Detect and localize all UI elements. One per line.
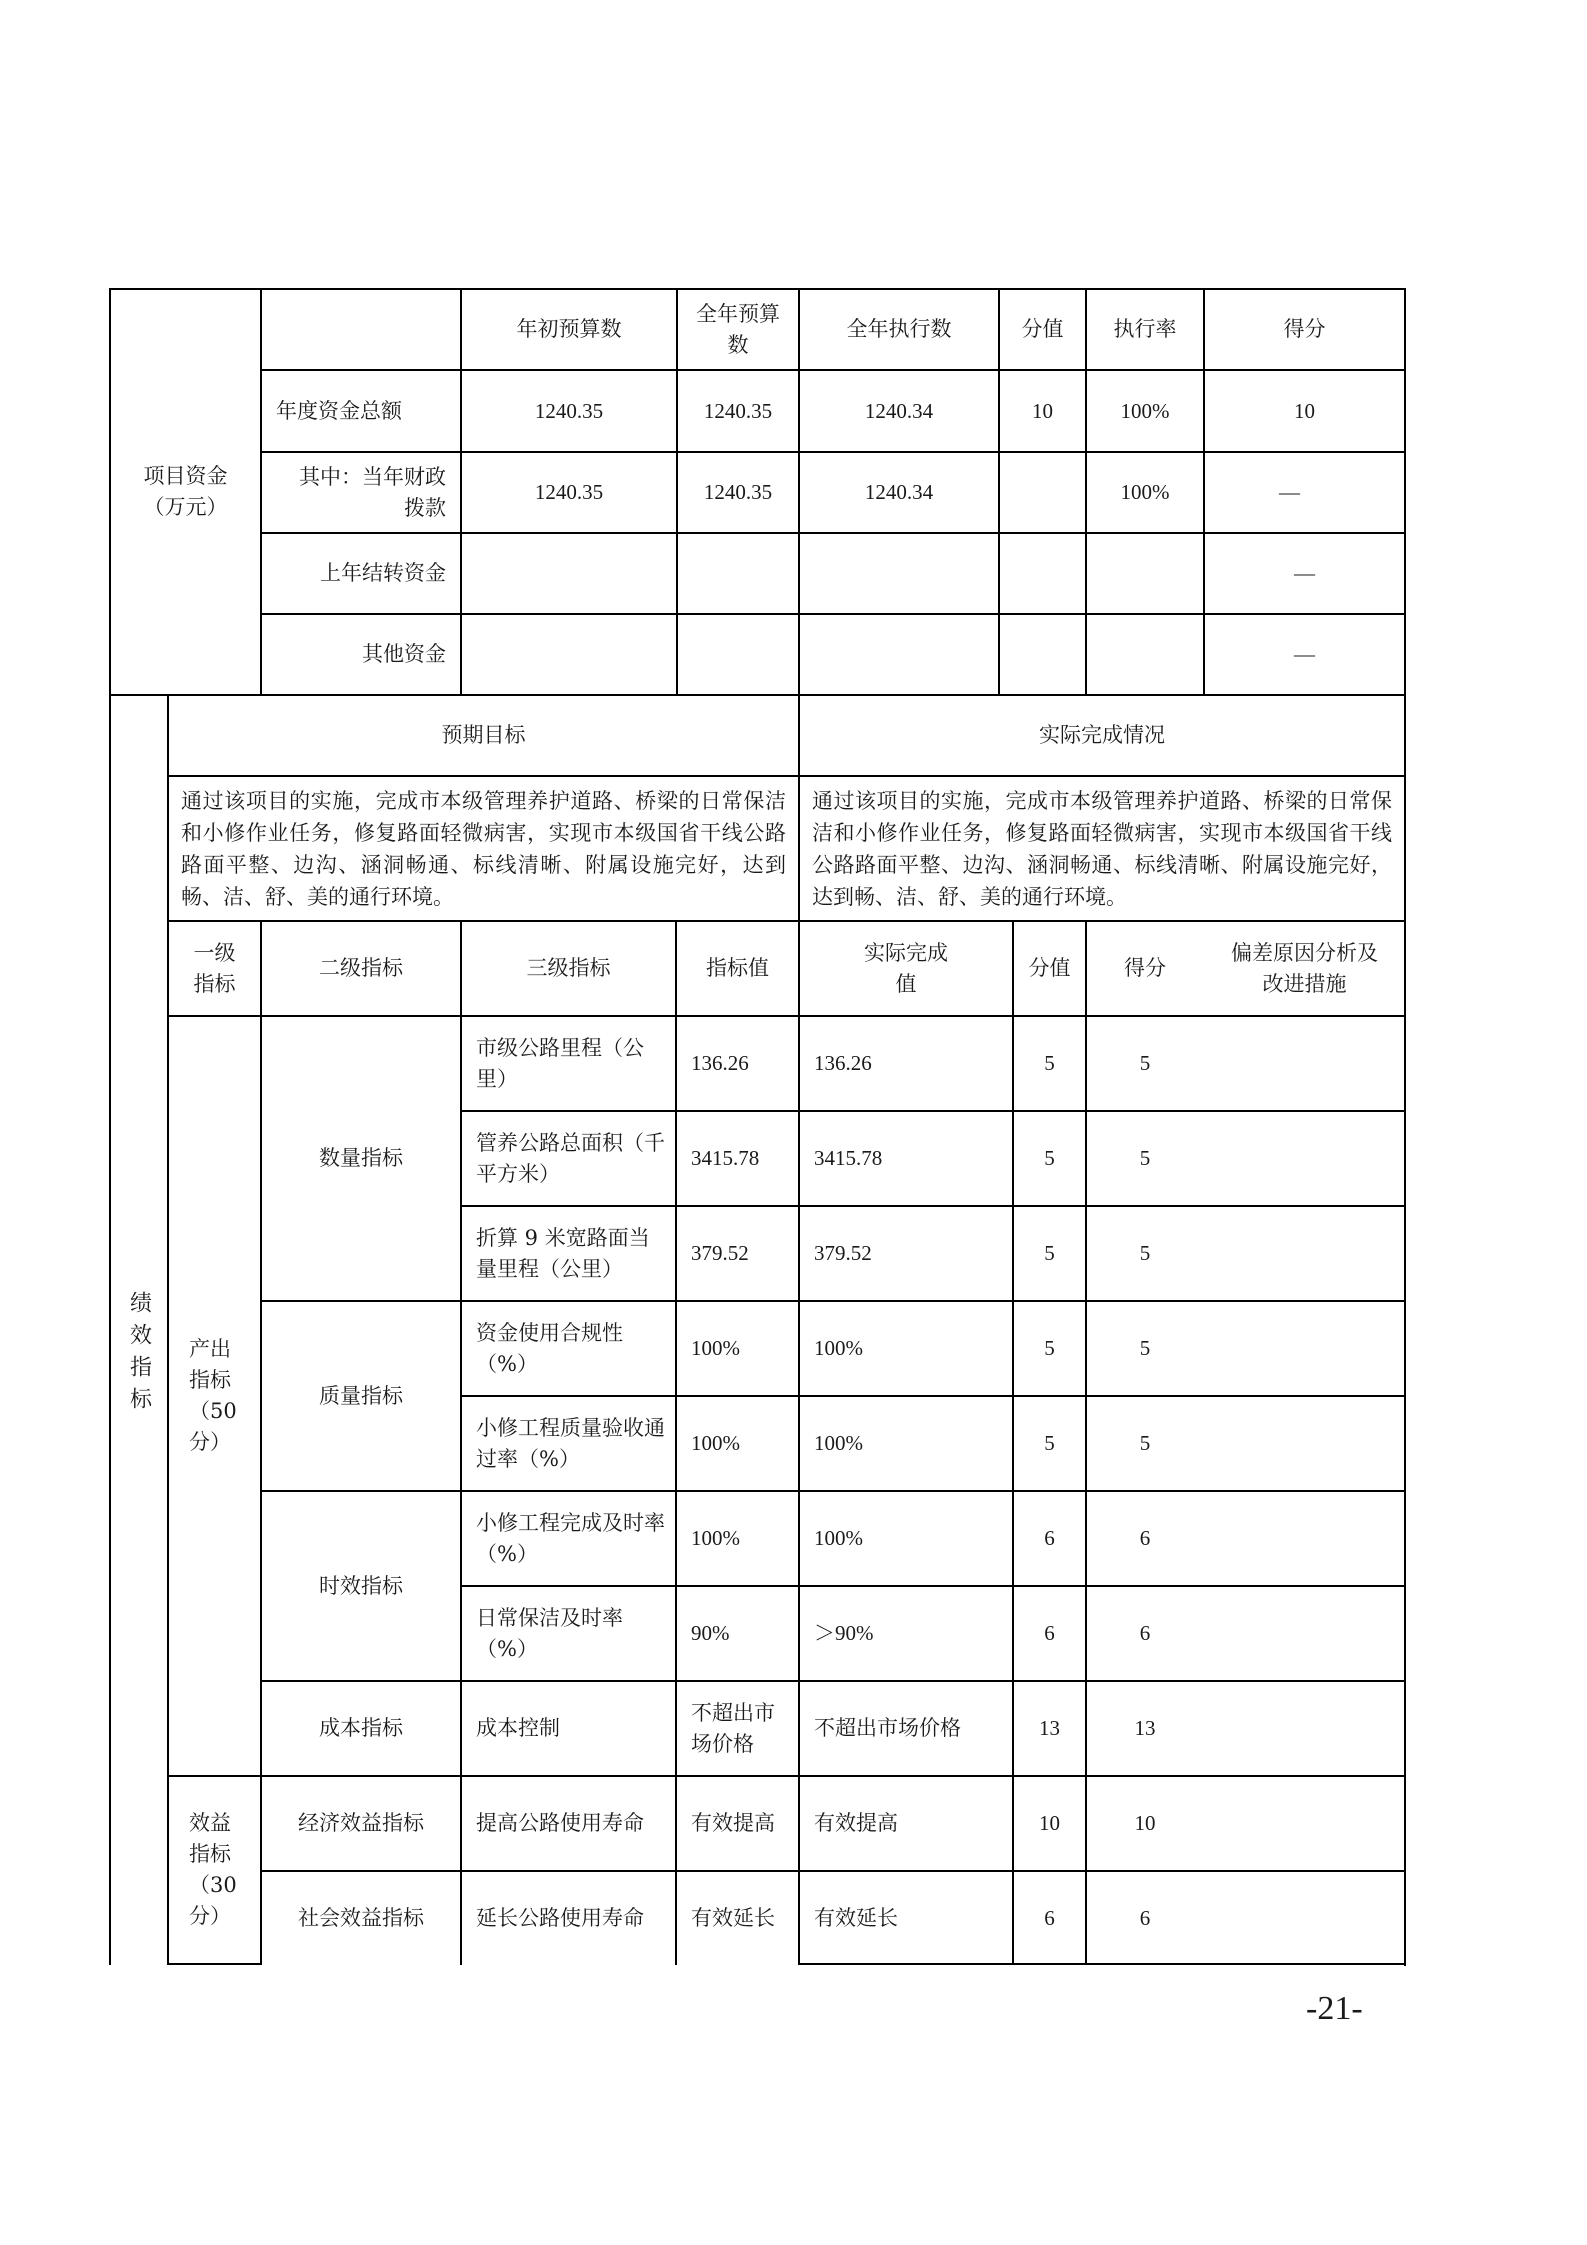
indicator-name: 成本控制 xyxy=(476,1716,560,1740)
level1-benefit: 效益指标（30分） xyxy=(189,1811,237,1928)
indicator-target: 有效提高 xyxy=(691,1811,775,1835)
funds-header-initial: 年初预算数 xyxy=(516,317,622,341)
funds-row-name: 年度资金总额 xyxy=(276,398,402,423)
funds-header-executed: 全年执行数 xyxy=(846,317,952,341)
indicator-score: 6 xyxy=(1139,1621,1151,1645)
page-number: -21- xyxy=(1306,1990,1363,2027)
funds-row-score-value xyxy=(1000,534,1085,613)
funds-row-score: — xyxy=(1279,480,1300,504)
funds-row-score-value xyxy=(1000,453,1085,532)
indicator-name: 延长公路使用寿命 xyxy=(476,1905,644,1930)
funds-row-executed: 1240.34 xyxy=(864,480,934,504)
funds-row-name: 上年结转资金 xyxy=(320,561,446,585)
funds-row-initial xyxy=(462,534,676,613)
level2-social: 社会效益指标 xyxy=(298,1905,424,1930)
col-level3: 三级指标 xyxy=(526,956,611,980)
indicator-target: 100% xyxy=(691,1431,740,1455)
col-actual: 实际完成值 xyxy=(864,940,948,996)
funds-row-score: — xyxy=(1294,561,1315,585)
col-weight: 分值 xyxy=(1028,956,1071,980)
indicator-target: 不超出市场价格 xyxy=(691,1700,775,1756)
funds-row-annual xyxy=(678,615,798,694)
performance-label: 绩效指标 xyxy=(126,1291,152,1419)
funds-header-blank xyxy=(262,290,460,369)
indicator-weight: 10 xyxy=(1039,1811,1060,1835)
indicator-actual: 100% xyxy=(814,1336,863,1360)
actual-header: 实际完成情况 xyxy=(1039,723,1165,747)
indicator-actual: 有效延长 xyxy=(814,1905,898,1930)
indicator-weight: 5 xyxy=(1044,1146,1055,1170)
funds-row-score: 10 xyxy=(1294,398,1315,423)
indicator-actual: 379.52 xyxy=(814,1241,872,1265)
indicator-target: 有效延长 xyxy=(691,1905,775,1930)
indicator-name: 小修工程质量验收通过率（%） xyxy=(476,1415,665,1471)
funds-row-rate: 100% xyxy=(1120,398,1170,423)
indicator-weight: 5 xyxy=(1044,1241,1055,1265)
indicator-target: 379.52 xyxy=(691,1241,749,1265)
indicator-score: 10 xyxy=(1134,1811,1156,1835)
col-deviation: 偏差原因分析及改进措施 xyxy=(1231,940,1378,996)
indicator-weight: 5 xyxy=(1044,1431,1055,1455)
indicator-weight: 6 xyxy=(1044,1621,1055,1645)
indicator-name: 日常保洁及时率（%） xyxy=(476,1605,623,1661)
funds-row-score-value xyxy=(1000,615,1085,694)
level2-quantity: 数量指标 xyxy=(319,1146,403,1170)
indicator-name: 提高公路使用寿命 xyxy=(476,1811,644,1835)
indicator-deviation-note xyxy=(1205,1777,1404,1870)
level1-output: 产出指标（50分） xyxy=(189,1337,237,1454)
funds-row-executed xyxy=(800,534,998,613)
funds-row-rate xyxy=(1087,615,1203,694)
funds-row-score: — xyxy=(1294,642,1315,666)
indicator-weight: 6 xyxy=(1044,1905,1055,1930)
expected-goal-header: 预期目标 xyxy=(441,723,526,747)
indicator-name: 市级公路里程（公里） xyxy=(476,1035,644,1091)
expected-goal-text: 通过该项目的实施，完成市本级管理养护道路、桥梁的日常保洁和小修作业任务，修复路面轻微病害，实现市本级国省干线公路路面平整、边沟、涵洞畅通、标线清晰、附属设施完好，达到畅、洁、舒、美的通行环境。 xyxy=(181,788,786,909)
indicator-deviation-note xyxy=(1205,1682,1404,1775)
indicator-score: 5 xyxy=(1139,1241,1151,1265)
col-level1: 一级指标 xyxy=(193,940,236,996)
col-score: 得分 xyxy=(1124,956,1166,980)
indicator-target: 136.26 xyxy=(691,1051,749,1075)
indicator-target: 100% xyxy=(691,1336,740,1360)
funds-row-rate: 100% xyxy=(1120,480,1170,504)
funds-row-rate xyxy=(1087,534,1203,613)
funds-header-rate: 执行率 xyxy=(1113,317,1177,341)
indicator-actual: 136.26 xyxy=(814,1051,872,1075)
indicator-score: 6 xyxy=(1139,1526,1151,1550)
funds-row-initial: 1240.35 xyxy=(534,480,604,504)
indicator-actual: 有效提高 xyxy=(814,1811,898,1835)
funds-row-executed xyxy=(800,615,998,694)
funds-header-annual: 全年预算数 xyxy=(696,301,780,357)
indicator-target: 90% xyxy=(691,1621,730,1645)
indicator-score: 5 xyxy=(1139,1336,1151,1360)
indicator-weight: 6 xyxy=(1044,1526,1055,1550)
funds-row-name: 其他资金 xyxy=(362,642,446,666)
indicator-name: 折算 9 米宽路面当量里程（公里） xyxy=(476,1225,650,1281)
indicator-actual: ＞90% xyxy=(814,1621,874,1645)
indicator-score: 5 xyxy=(1139,1431,1151,1455)
level2-economic: 经济效益指标 xyxy=(298,1811,424,1835)
indicator-actual: 100% xyxy=(814,1431,863,1455)
indicator-actual: 不超出市场价格 xyxy=(814,1716,961,1740)
indicator-target: 100% xyxy=(691,1526,740,1550)
indicator-weight: 5 xyxy=(1044,1051,1055,1075)
indicator-deviation-note xyxy=(1205,1397,1404,1490)
indicator-name: 资金使用合规性（%） xyxy=(476,1320,623,1376)
funds-row-initial: 1240.35 xyxy=(534,398,604,423)
indicator-deviation-note xyxy=(1205,1017,1404,1110)
indicator-target: 3415.78 xyxy=(691,1146,760,1170)
actual-text: 通过该项目的实施，完成市本级管理养护道路、桥梁的日常保洁和小修作业任务，修复路面轻微病害，实现市本级国省干线公路路面平整、边沟、涵洞畅通、标线清晰、附属设施完好，达到畅、洁、舒、美的通行环境。 xyxy=(812,788,1392,909)
funds-row-annual xyxy=(678,534,798,613)
funds-row-score-value: 10 xyxy=(1032,398,1053,423)
indicator-actual: 3415.78 xyxy=(814,1146,883,1170)
indicator-score: 5 xyxy=(1139,1146,1151,1170)
col-level2: 二级指标 xyxy=(319,956,403,980)
funds-header-score-value: 分值 xyxy=(1021,317,1064,341)
indicator-deviation-note xyxy=(1205,1207,1404,1300)
indicator-deviation-note xyxy=(1205,1587,1404,1680)
funds-row-executed: 1240.34 xyxy=(864,398,934,423)
indicator-deviation-note xyxy=(1205,1302,1404,1395)
indicator-weight: 5 xyxy=(1044,1336,1055,1360)
indicator-deviation-note xyxy=(1205,1112,1404,1205)
indicator-weight: 13 xyxy=(1039,1716,1060,1740)
indicator-score: 6 xyxy=(1139,1905,1151,1930)
funds-row-name: 其中：当年财政拨款 xyxy=(299,464,446,520)
funds-header-score: 得分 xyxy=(1283,317,1326,341)
level2-quality: 质量指标 xyxy=(319,1383,403,1408)
funds-row-annual: 1240.35 xyxy=(703,480,773,504)
indicator-score: 13 xyxy=(1134,1716,1156,1740)
indicator-name: 小修工程完成及时率（%） xyxy=(476,1510,665,1566)
indicator-name: 管养公路总面积（千平方米） xyxy=(476,1130,665,1186)
funds-label: 项目资金（万元） xyxy=(143,464,228,519)
col-target: 指标值 xyxy=(706,956,769,980)
level2-timeliness: 时效指标 xyxy=(319,1573,403,1598)
funds-row-annual: 1240.35 xyxy=(703,398,773,423)
indicator-deviation-note xyxy=(1205,1872,1404,1964)
indicator-score: 5 xyxy=(1139,1051,1151,1075)
funds-row-initial xyxy=(462,615,676,694)
level2-cost: 成本指标 xyxy=(319,1716,403,1740)
indicator-actual: 100% xyxy=(814,1526,863,1550)
indicator-deviation-note xyxy=(1205,1492,1404,1585)
